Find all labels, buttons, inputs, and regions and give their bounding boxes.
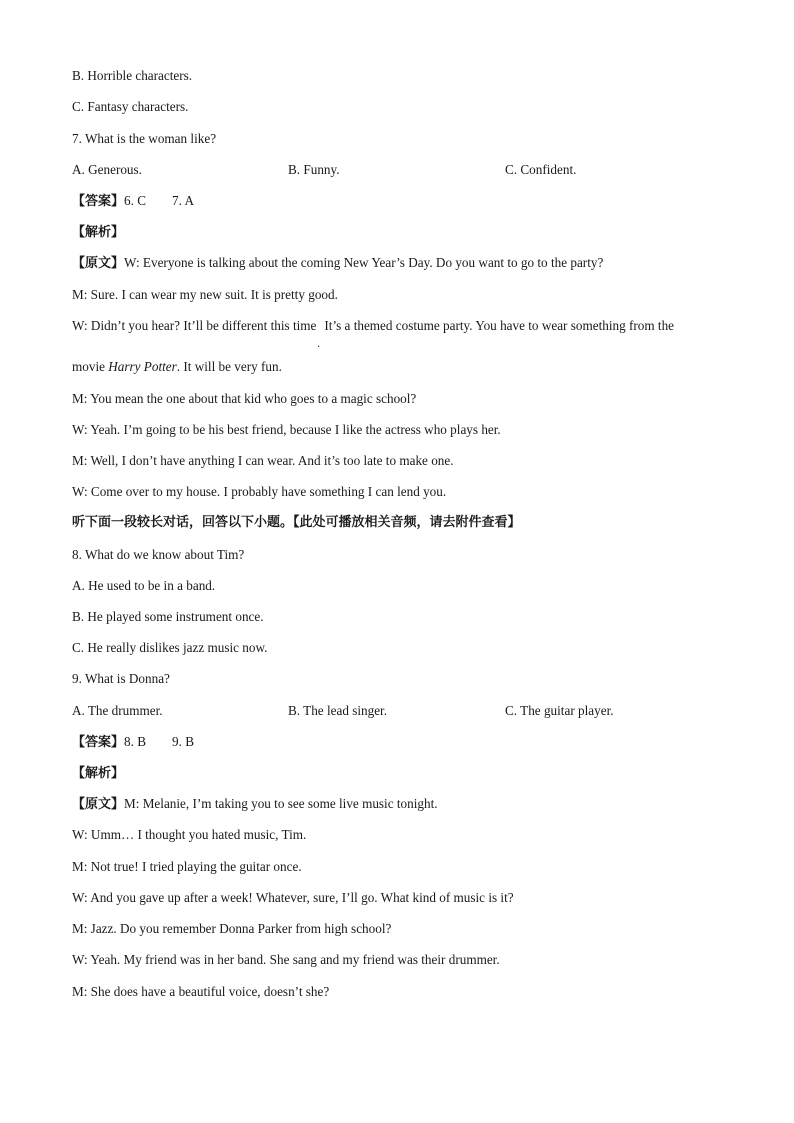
q8-option-b: B. He played some instrument once. [72, 609, 264, 624]
transcript-text: It’s a themed costume party. You have to wear something from the [324, 318, 675, 333]
q8-question: 8. What do we know about Tim? [72, 547, 245, 562]
transcript2-line-4: W: And you gave up after a week! Whatever, sure, I’ll go. What kind of music is it? [72, 890, 514, 905]
answer-8: 8. B [124, 734, 146, 749]
q9-option-a: A. The drummer. [72, 703, 163, 718]
transcript-text: W: Everyone is talking about the coming New Year’s Day. Do you want to go to the party? [124, 255, 604, 270]
q6-option-c: C. Fantasy characters. [72, 99, 189, 114]
transcript1-line-5: M: You mean the one about that kid who goes to a magic school? [72, 391, 417, 406]
analysis-label: 【解析】 [72, 225, 125, 240]
transcript-text: movie [72, 359, 109, 374]
answer-6: 6. C [124, 193, 146, 208]
answer-7: 7. A [172, 193, 194, 208]
q7-option-b: B. Funny. [288, 162, 340, 177]
analysis-label: 【解析】 [72, 766, 125, 781]
transcript1-line-3 [72, 317, 674, 335]
transcript1-line-1 [72, 254, 603, 273]
q9-option-b: B. The lead singer. [288, 703, 388, 718]
transcript-text: . It will be very fun. [176, 359, 282, 374]
q7-question: 7. What is the woman like? [72, 131, 217, 146]
transcript2-line-6: W: Yeah. My friend was in her band. She sang and my friend was their drummer. [72, 952, 500, 967]
transcript-label: 【原文】 [72, 256, 125, 271]
transcript1-line-4 [72, 358, 282, 376]
q7-option-c: C. Confident. [505, 162, 577, 177]
q9-option-c: C. The guitar player. [505, 703, 614, 718]
transcript-text: M: Melanie, I’m taking you to see some live music tonight. [124, 796, 438, 811]
analysis-line-1 [72, 223, 124, 242]
transcript2-line-3: M: Not true! I tried playing the guitar once. [72, 859, 302, 874]
transcript1-line-7: M: Well, I don’t have anything I can wear. And it’s too late to make one. [72, 453, 454, 468]
transcript1-line-8: W: Come over to my house. I probably have something I can lend you. [72, 484, 447, 499]
transcript-text: W: Didn’t you hear? It’ll be different this time [72, 318, 317, 333]
q8-option-c: C. He really dislikes jazz music now. [72, 640, 268, 655]
movie-title: Harry Potter [108, 359, 177, 374]
transcript2-line-7: M: She does have a beautiful voice, doesn’t she? [72, 984, 330, 999]
answer-9: 9. B [172, 734, 194, 749]
transcript2-line-5: M: Jazz. Do you remember Donna Parker from high school? [72, 921, 392, 936]
q9-question: 9. What is Donna? [72, 671, 170, 686]
answer-label: 【答案】 [72, 735, 125, 750]
transcript1-line-2: M: Sure. I can wear my new suit. It is pretty good. [72, 287, 338, 302]
q6-option-b: B. Horrible characters. [72, 68, 193, 83]
answer-line-2 [72, 733, 194, 752]
listening-instruction: 听下面一段较长对话，回答以下小题。【此处可播放相关音频，请去附件查看】 [72, 515, 521, 530]
answer-line-1 [72, 192, 194, 211]
q7-option-a: A. Generous. [72, 162, 142, 177]
transcript-label: 【原文】 [72, 797, 125, 812]
transcript2-line-1 [72, 795, 438, 814]
q8-option-a: A. He used to be in a band. [72, 578, 216, 593]
transcript2-line-2: W: Umm… I thought you hated music, Tim. [72, 827, 307, 842]
transcript1-line-6: W: Yeah. I’m going to be his best friend, because I like the actress who plays her. [72, 422, 501, 437]
answer-label: 【答案】 [72, 194, 125, 209]
analysis-line-2 [72, 764, 124, 783]
